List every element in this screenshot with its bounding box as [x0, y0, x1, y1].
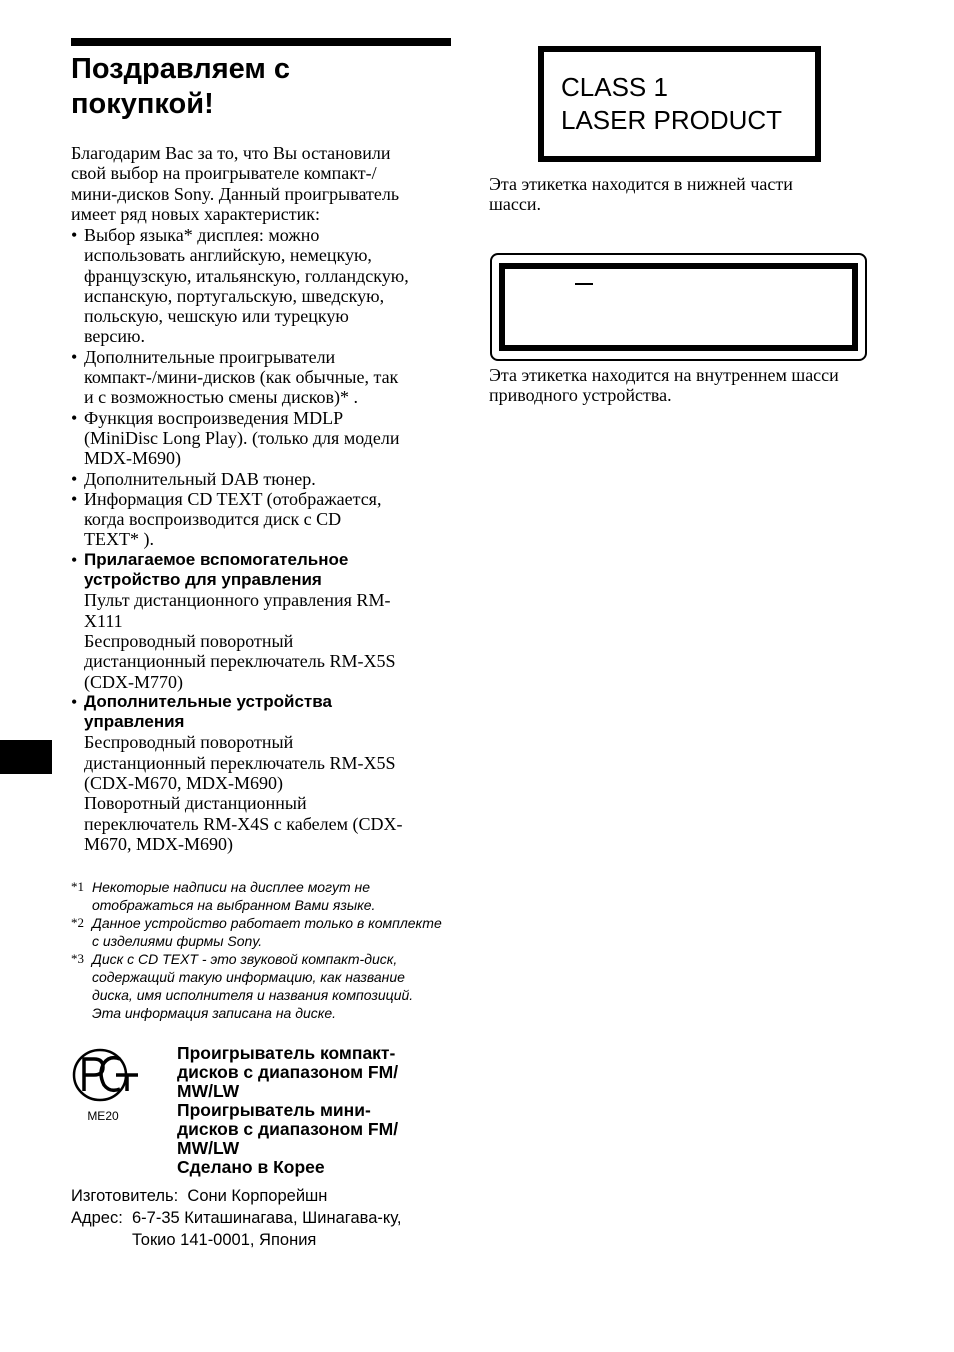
product-line: дисков с диапазоном FM/	[177, 1062, 399, 1082]
intro-line: Благодарим Вас за то, что Вы остановили	[71, 143, 391, 163]
address-label: Адрес:	[71, 1209, 132, 1227]
laser-class-line: CLASS 1	[561, 72, 668, 102]
intro-paragraph	[71, 143, 451, 224]
manufacturer-label: Изготовитель:	[71, 1187, 188, 1205]
page-section-tab	[0, 740, 52, 774]
certification-code: ME20	[87, 1109, 119, 1123]
footnote-mark: *3	[71, 951, 84, 966]
footnote-3: *3 Диск с CD TEXT - это звуковой компакт-диск, содержащий такую информацию, как название диска, имя исполнителя и названия композиций. Эта информация записана на диске.	[71, 951, 414, 1021]
section-top-rule	[71, 38, 451, 46]
rst-certification-mark-icon	[70, 1045, 142, 1105]
product-line: Проигрыватель мини-	[177, 1100, 371, 1120]
address-value: 6-7-35 Киташинагава, Шинагава-ку, Токио 141-0001, Япония	[132, 1209, 402, 1249]
label-dash-mark	[575, 283, 593, 285]
feature-subheading: • Дополнительные устройства	[84, 691, 332, 711]
laser-label-caption: Эта этикетка находится в нижней части шасси.	[489, 174, 793, 215]
feature-item-language: • Выбор языка* дисплея: можно использовать английскую, немецкую, французскую, итальянскую, голландскую, испанскую, португальскую, шведскую, польскую, чешскую или турецкую версию.	[71, 225, 451, 347]
manufacturer-row	[71, 1185, 461, 1207]
inner-label-caption: Эта этикетка находится на внутреннем шасси приводного устройства.	[489, 365, 839, 406]
address-row	[71, 1207, 461, 1251]
page-title-line-1: Поздравляем с	[71, 53, 291, 85]
footnotes	[71, 878, 456, 1022]
page-title-line-2: покупкой!	[71, 88, 214, 120]
feature-subheading: • Прилагаемое вспомогательное	[84, 549, 349, 569]
product-line: Сделано в Корее	[177, 1157, 325, 1177]
feature-item-mdlp: • Функция воспроизведения MDLP (MiniDisc Long Play). (только для модели MDX-M690)	[71, 408, 451, 469]
footnote-mark: *1	[71, 879, 84, 894]
inner-chassis-label	[490, 253, 867, 361]
laser-class-label	[538, 46, 821, 162]
footnote-mark: *2	[71, 915, 84, 930]
product-line: Проигрыватель компакт-	[177, 1043, 396, 1063]
intro-line: мини-дисков Sony. Данный проигрыватель	[71, 183, 400, 204]
product-line: дисков с диапазоном FM/	[177, 1119, 399, 1139]
feature-subheading: управления	[84, 712, 185, 732]
footnote-2: *2 Данное устройство работает только в комплекте с изделиями фирмы Sony.	[71, 915, 442, 949]
feature-item-optional-controllers: • Дополнительные устройства управления Беспроводный поворотный дистанционный переключатель RM-X5S (CDX-M670, MDX-M690) Поворотный дистанционный переключатель RM-X4S с кабелем (CDX- M670, MDX-M690)	[71, 692, 451, 854]
manufacturer-info	[71, 1185, 461, 1251]
page-title	[71, 52, 451, 122]
product-line: MW/LW	[177, 1138, 240, 1158]
feature-item-supplied-controller: • Прилагаемое вспомогательное устройство для управления Пульт дистанционного управления RM- X111 Беспроводный поворотный дистанционный переключатель RM-X5S (CDX-M770)	[71, 550, 451, 692]
product-line: MW/LW	[177, 1081, 240, 1101]
feature-list	[71, 225, 451, 854]
inner-chassis-label-frame	[499, 263, 858, 351]
laser-product-line: LASER PRODUCT	[561, 105, 783, 135]
feature-item-dab: • Дополнительный DAB тюнер.	[71, 469, 451, 489]
product-description	[177, 1044, 447, 1177]
feature-item-extra-players: • Дополнительные проигрыватели компакт-/мини-дисков (как обычные, так и с возможностью смены дисков)* .	[71, 347, 451, 408]
footnote-1: *1 Некоторые надписи на дисплее могут не отображаться на выбранном Вами языке.	[71, 879, 376, 913]
intro-line: свой выбор на проигрывателе компакт-/	[71, 163, 377, 184]
manufacturer-name: Сони Корпорейшн	[187, 1187, 328, 1205]
feature-subheading: устройство для управления	[84, 570, 322, 590]
intro-line: имеет ряд новых характеристик:	[71, 203, 321, 224]
feature-item-cd-text: • Информация CD TEXT (отображается, когда воспроизводится диск с CD TEXT* ).	[71, 489, 451, 550]
